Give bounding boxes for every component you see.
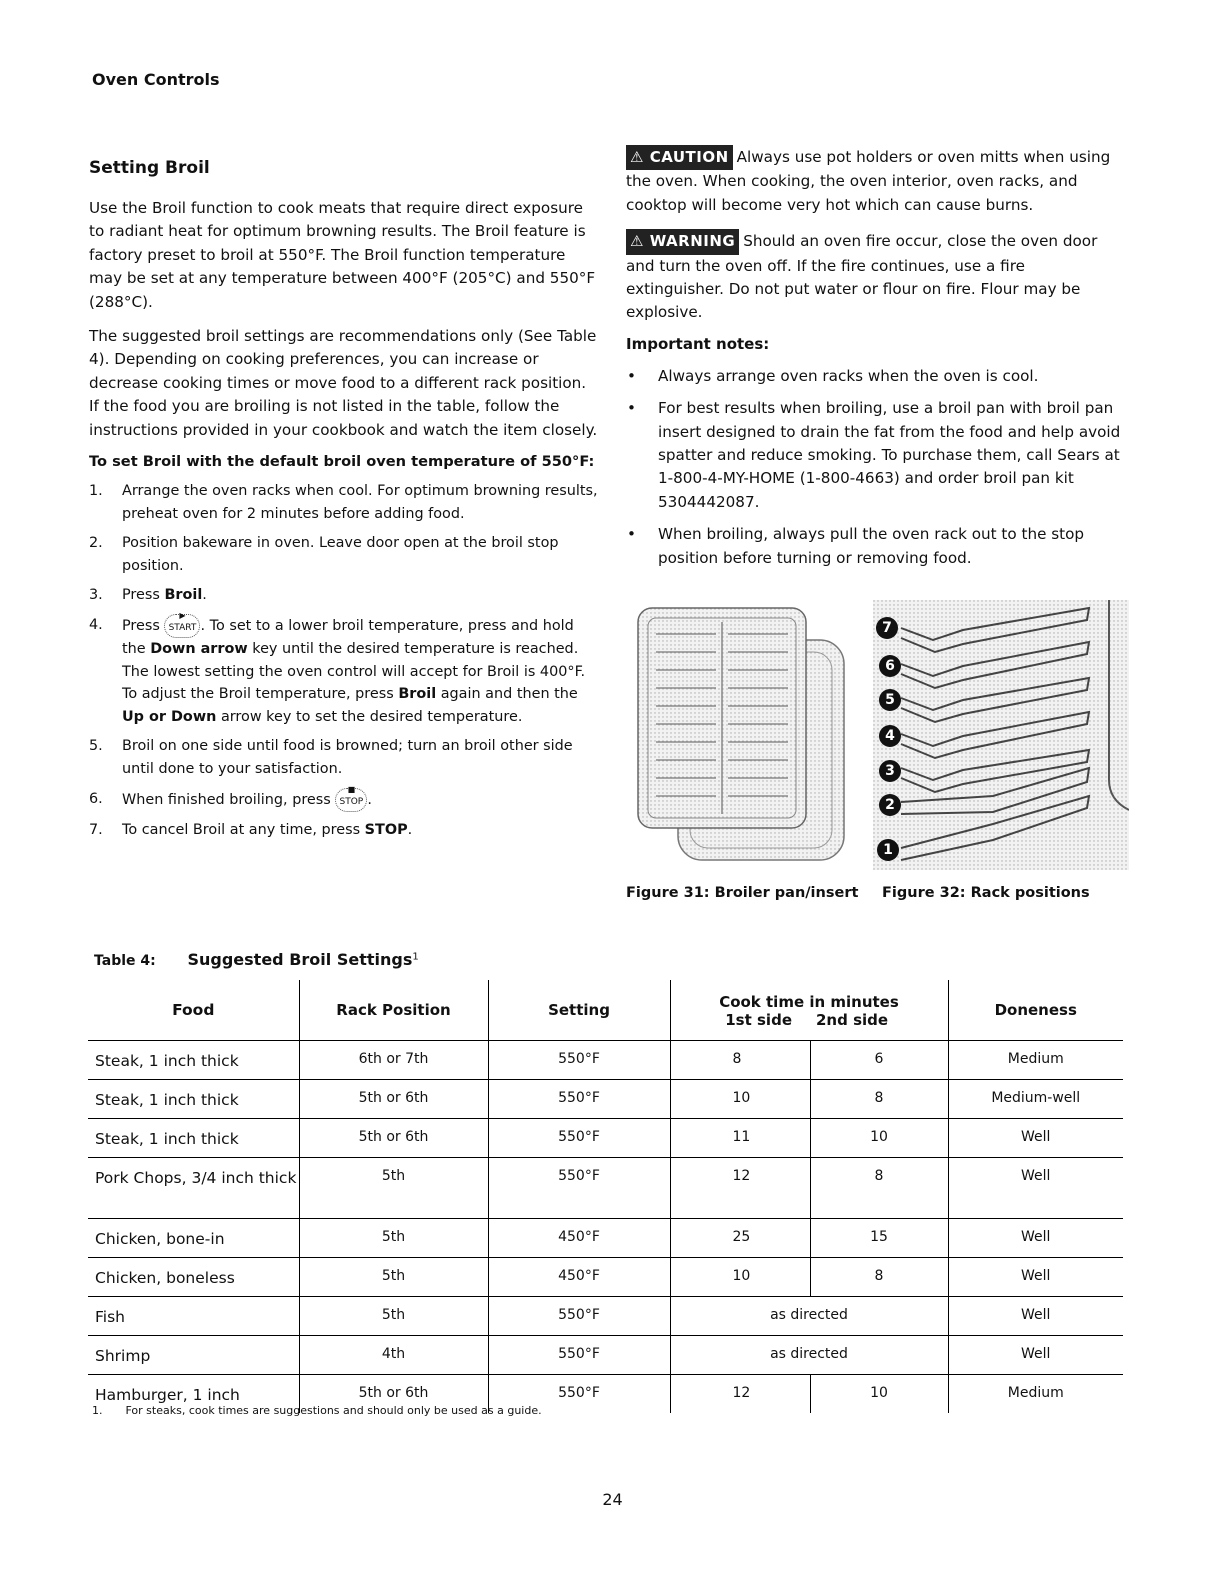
- setting-broil-title: Setting Broil: [89, 158, 210, 178]
- note-item: [626, 523, 1126, 570]
- step-number: 4.: [89, 617, 103, 634]
- caution-text: Always use pot holders or oven mitts when using the oven. When cooking, the oven interior, oven racks, and cooktop will become very hot which can cause burns.: [626, 148, 1111, 214]
- rack-3-marker: 3: [879, 760, 901, 782]
- step-2: [89, 532, 599, 577]
- cell-cook-2nd-side: 8: [810, 1080, 948, 1119]
- step-text: Press: [122, 618, 165, 635]
- warning-text: Should an oven fire occur, close the oven door and turn the oven off. If the fire continues, use a fire extinguisher. Do not put water or flour on fire. Flour may be explosive.: [626, 232, 1098, 322]
- rack-2-marker: 2: [879, 794, 901, 816]
- step-text: Arrange the oven racks when cool. For optimum browning results, preheat oven for 2 minutes before adding food.: [122, 483, 598, 522]
- up-down-key-label: Up or Down: [122, 708, 217, 725]
- cell-cook-1st-side: 25: [670, 1219, 810, 1258]
- cell-doneness: Well: [948, 1119, 1123, 1158]
- stop-button-label: STOP: [339, 796, 364, 807]
- bullet: •: [627, 399, 636, 418]
- cell-doneness: Well: [948, 1158, 1123, 1219]
- table-body: [88, 1041, 1123, 1414]
- note-item: [626, 365, 1126, 388]
- table-title-footnote-ref: 1: [412, 951, 419, 963]
- cell-rack-position: 5th or 6th: [299, 1119, 488, 1158]
- cell-food: Chicken, bone-in: [88, 1219, 299, 1258]
- cell-food: Pork Chops, 3/4 inch thick: [88, 1158, 299, 1219]
- down-arrow-key-label: Down arrow: [150, 641, 248, 658]
- step-text: Broil on one side until food is browned; turn an broil other side until done to your satisfaction.: [122, 738, 573, 777]
- step-text: again and then the: [436, 686, 578, 703]
- recommendation-paragraph: The suggested broil settings are recommendations only (See Table 4). Depending on cooking preferences, you can increase or decrease cooking times or move food to a different rack position. If the food you are broiling is not listed in the table, follow the instructions provided in your cookbook and watch the item closely.: [89, 327, 598, 439]
- rack-5-marker: 5: [879, 689, 901, 711]
- warning-label: WARNING: [649, 232, 736, 251]
- rack-positions-figure: [873, 600, 1129, 870]
- step-1: [89, 480, 599, 525]
- start-button-label: START: [168, 623, 197, 634]
- step-text: . To set to a lower broil temperature, press and hold the: [122, 618, 574, 658]
- cell-cook-2nd-side: 8: [810, 1158, 948, 1219]
- section-header: Oven Controls: [92, 70, 220, 89]
- step-number: 7.: [89, 821, 103, 838]
- step-3: [89, 584, 599, 607]
- cell-rack-position: 5th: [299, 1219, 488, 1258]
- table-row: [88, 1258, 1123, 1297]
- cell-doneness: Medium: [1007, 1385, 1064, 1401]
- cell-cook-1st-side: 10: [670, 1258, 810, 1297]
- caution-notice: [626, 145, 1126, 217]
- stop-key-label: STOP: [364, 821, 408, 838]
- cell-doneness: Medium-well: [948, 1080, 1123, 1119]
- step-6: [89, 784, 599, 812]
- step-text: To cancel Broil at any time, press: [122, 821, 365, 838]
- cell-cook-time-directed: as directed: [670, 1336, 948, 1375]
- table-header-row: [88, 980, 1123, 1011]
- note-text: Always arrange oven racks when the oven is cool.: [658, 366, 1039, 385]
- step-number: 3.: [89, 587, 103, 604]
- header-food: Food: [88, 980, 299, 1041]
- footnote-number: 1.: [92, 1404, 103, 1417]
- cell-doneness: Well: [948, 1336, 1123, 1375]
- table-row: [88, 1041, 1123, 1080]
- cell-food: Hamburger, 1 inch: [88, 1375, 299, 1414]
- cell-setting: 550°F: [488, 1080, 670, 1119]
- table-row: [88, 1219, 1123, 1258]
- step-text: When finished broiling, press: [122, 791, 336, 808]
- start-button-icon: ▶ START: [164, 614, 200, 638]
- rack-1-marker: 1: [877, 839, 899, 861]
- step-text: .: [367, 791, 372, 808]
- cell-cook-2nd-side: 10: [810, 1375, 948, 1414]
- header-1st-side: 1st side: [725, 1011, 792, 1030]
- rack-4-marker: 4: [879, 725, 901, 747]
- header-doneness: Doneness: [994, 1001, 1077, 1019]
- cell-rack-position: 5th or 6th: [299, 1375, 488, 1414]
- cell-setting: 550°F: [488, 1119, 670, 1158]
- cell-food: Steak, 1 inch thick: [88, 1119, 299, 1158]
- caution-badge: [626, 145, 733, 170]
- important-notes-list: [626, 365, 1126, 570]
- cell-cook-1st-side: 11: [670, 1119, 810, 1158]
- stop-button-icon: ■ STOP: [335, 788, 367, 812]
- table-row: [88, 1336, 1123, 1375]
- step-number: 6.: [89, 790, 103, 807]
- cell-setting: 550°F: [488, 1336, 670, 1375]
- header-2nd-side: 2nd side: [810, 1011, 948, 1040]
- broil-settings-table: [88, 980, 1123, 1413]
- cell-food: Steak, 1 inch thick: [88, 1080, 299, 1119]
- broil-key-label: Broil: [164, 587, 203, 604]
- broil-key-label: Broil: [398, 686, 437, 703]
- important-notes-heading: Important notes:: [626, 334, 770, 353]
- cell-rack-position: 4th: [299, 1336, 488, 1375]
- step-text: .: [202, 587, 207, 604]
- cell-setting: 550°F: [488, 1375, 670, 1414]
- cell-cook-time-directed: as directed: [670, 1297, 948, 1336]
- table-footnote: [92, 1404, 542, 1417]
- cell-rack-position: 6th or 7th: [299, 1041, 488, 1080]
- cell-cook-1st-side: 8: [670, 1041, 810, 1080]
- cell-doneness: Medium: [948, 1041, 1123, 1080]
- table-row: [88, 1119, 1123, 1158]
- cell-rack-position: 5th: [299, 1158, 488, 1219]
- cell-cook-1st-side: 10: [670, 1080, 810, 1119]
- cell-cook-1st-side: 12: [670, 1158, 810, 1219]
- figure-32-caption: Figure 32: Rack positions: [882, 885, 1090, 901]
- cell-rack-position: 5th: [299, 1297, 488, 1336]
- step-number: 1.: [89, 483, 103, 500]
- page-number: 24: [602, 1490, 623, 1509]
- broiler-pan-figure: [634, 604, 852, 866]
- warning-notice: [626, 229, 1126, 325]
- cell-cook-2nd-side: 10: [810, 1119, 948, 1158]
- footnote-text: For steaks, cook times are suggestions and should only be used as a guide.: [125, 1404, 542, 1417]
- table-row: [88, 1297, 1123, 1336]
- cell-food: Shrimp: [88, 1336, 299, 1375]
- left-column: [89, 158, 599, 848]
- cell-cook-2nd-side: 8: [810, 1258, 948, 1297]
- table-label: Table 4:: [94, 953, 156, 969]
- rack-7-marker: 7: [876, 617, 898, 639]
- header-setting: Setting: [488, 980, 670, 1041]
- table-title: Suggested Broil Settings: [187, 950, 413, 969]
- right-column: [626, 145, 1126, 579]
- cell-setting: 550°F: [488, 1158, 670, 1219]
- step-text: key until the desired temperature is reached. The lowest setting the oven control will accept for Broil is 400°F. To adjust the Broil temperature, press: [122, 641, 586, 703]
- table-row: [88, 1080, 1123, 1119]
- broil-table: [88, 980, 1123, 1413]
- cell-rack-position: 5th: [299, 1258, 488, 1297]
- warning-triangle-icon: ⚠: [630, 232, 644, 251]
- note-text: For best results when broiling, use a broil pan with broil pan insert designed to drain the fat from the food and help avoid spatter and reduce smoking. To purchase them, call Sears at 1-800-4-MY-HOME (1-800-4663) and order broil pan kit 5304442087.: [658, 399, 1121, 511]
- header-cook-time: Cook time in minutes: [670, 980, 948, 1011]
- cell-doneness: Well: [948, 1297, 1123, 1336]
- rack-6-marker: 6: [879, 655, 901, 677]
- intro-paragraph: Use the Broil function to cook meats that require direct exposure to radiant heat for optimum browning results. The Broil feature is factory preset to broil at 550°F. The Broil function temperature may be set at any temperature between 400°F (205°C) and 550°F (288°C).: [89, 199, 596, 311]
- step-text: .: [407, 821, 413, 838]
- cell-setting: 550°F: [488, 1041, 670, 1080]
- cell-rack-position: 5th or 6th: [299, 1080, 488, 1119]
- step-text: Position bakeware in oven. Leave door open at the broil stop position.: [122, 535, 559, 574]
- bullet: •: [627, 525, 636, 544]
- step-number: 5.: [89, 738, 103, 755]
- cell-doneness: Well: [948, 1219, 1123, 1258]
- step-number: 2.: [89, 535, 103, 552]
- cell-setting: 450°F: [488, 1258, 670, 1297]
- caution-label: CAUTION: [649, 148, 729, 166]
- bullet: •: [627, 366, 636, 385]
- broil-steps: [89, 480, 599, 841]
- cell-cook-2nd-side: 15: [810, 1219, 948, 1258]
- step-4: [89, 611, 599, 728]
- oven-interior-illustration: [873, 600, 1129, 870]
- figure-31-caption: Figure 31: Broiler pan/insert: [626, 885, 859, 901]
- note-item: [626, 397, 1126, 514]
- header-rack-position: Rack Position: [299, 980, 488, 1041]
- steps-subhead: To set Broil with the default broil oven temperature of 550°F:: [89, 453, 595, 471]
- warning-badge: [626, 229, 739, 254]
- cell-cook-1st-side: 12: [670, 1375, 810, 1414]
- step-7: [89, 819, 599, 842]
- cell-food: Steak, 1 inch thick: [88, 1041, 299, 1080]
- cell-setting: 550°F: [488, 1297, 670, 1336]
- cell-doneness: Well: [948, 1258, 1123, 1297]
- table-caption: [94, 950, 419, 969]
- step-5: [89, 735, 599, 780]
- step-text: Press: [122, 587, 165, 604]
- cell-setting: 450°F: [488, 1219, 670, 1258]
- cell-food: Fish: [88, 1297, 299, 1336]
- table-row: [88, 1158, 1123, 1219]
- note-text: When broiling, always pull the oven rack out to the stop position before turning or removing food.: [658, 525, 1085, 567]
- step-text: arrow key to set the desired temperature.: [216, 708, 523, 725]
- cell-food: Chicken, boneless: [88, 1258, 299, 1297]
- warning-triangle-icon: ⚠: [630, 148, 644, 166]
- cell-cook-2nd-side: 6: [810, 1041, 948, 1080]
